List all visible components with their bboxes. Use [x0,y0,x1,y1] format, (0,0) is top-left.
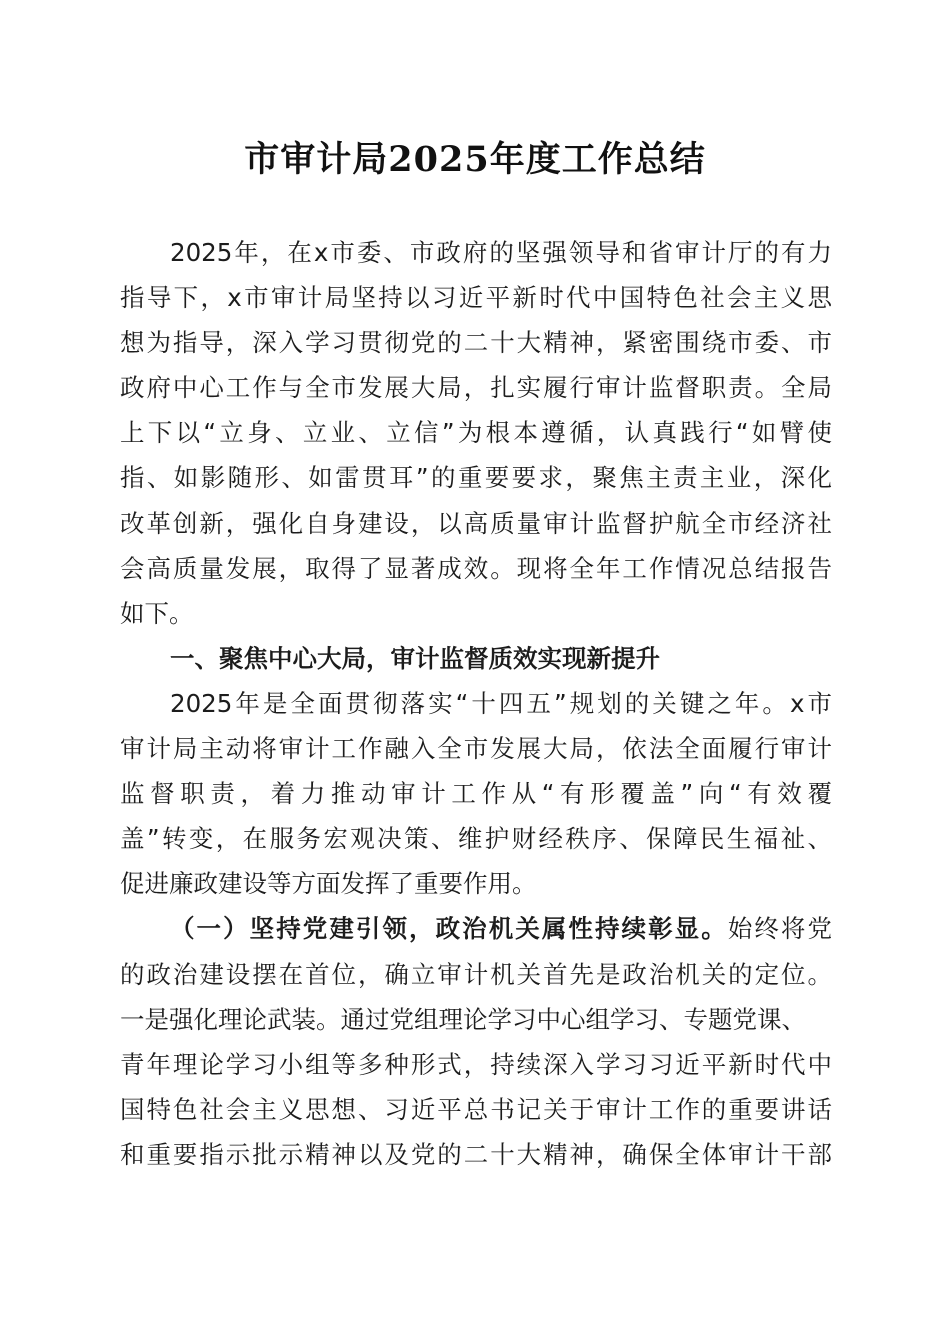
paragraph-line: 想为指导，深入学习贯彻党的二十大精神，紧密围绕市委、市 [120,328,832,358]
paragraph-line: 2025年，在x市委、市政府的坚强领导和省审计厅的有力 [170,238,832,267]
paragraph-line: 2025年是全面贯彻落实“十四五”规划的关键之年。x市 [170,688,832,718]
paragraph-line: 审计局主动将审计工作融入全市发展大局，依法全面履行审计 [120,734,832,764]
paragraph-line: 上下以“立身、立业、立信”为根本遵循，认真践行“如臂使 [120,418,832,448]
paragraph-line: 青年理论学习小组等多种形式，持续深入学习习近平新时代中 [120,1049,832,1079]
paragraph-line: 政府中心工作与全市发展大局，扎实履行审计监督职责。全局 [120,373,832,403]
paragraph-line: 和重要指示批示精神以及党的二十大精神，确保全体审计干部 [120,1139,832,1169]
paragraph-line: 盖”转变，在服务宏观决策、维护财经秩序、保障民生福祉、 [120,824,832,854]
paragraph-line: 国特色社会主义思想、习近平总书记关于审计工作的重要讲话 [120,1094,832,1124]
document-title: 市审计局2025年度工作总结 [244,139,706,180]
paragraph-line: 改革创新，强化自身建设，以高质量审计监督护航全市经济社 [120,508,832,538]
intro-paragraph [120,230,832,636]
section-paragraph [120,681,832,906]
paragraph-line: 指、如影随形、如雷贯耳”的重要要求，聚焦主责主业，深化 [120,463,832,493]
paragraph-line: 指导下，x市审计局坚持以习近平新时代中国特色社会主义思 [120,283,832,313]
document-body [120,230,832,1177]
paragraph-line: 会高质量发展，取得了显著成效。现将全年工作情况总结报告 [120,553,832,583]
paragraph-line [120,906,832,951]
subsection-heading: （一）坚持党建引领，政治机关属性持续彰显。 [170,914,728,944]
paragraph-line: 的政治建设摆在首位，确立审计机关首先是政治机关的定位。 [120,959,832,989]
paragraph-line: 监督职责，着力推动审计工作从“有形覆盖”向“有效覆 [120,779,832,809]
section-heading: 一、聚焦中心大局，审计监督质效实现新提升 [170,643,660,673]
paragraph-text: 始终将党 [727,914,832,944]
subsection-paragraph [120,906,832,1177]
paragraph-line: 一是强化理论武装。通过党组理论学习中心组学习、专题党课、 [120,1004,806,1034]
paragraph-line: 如下。 [120,598,194,628]
paragraph-line: 促进廉政建设等方面发挥了重要作用。 [120,869,537,899]
